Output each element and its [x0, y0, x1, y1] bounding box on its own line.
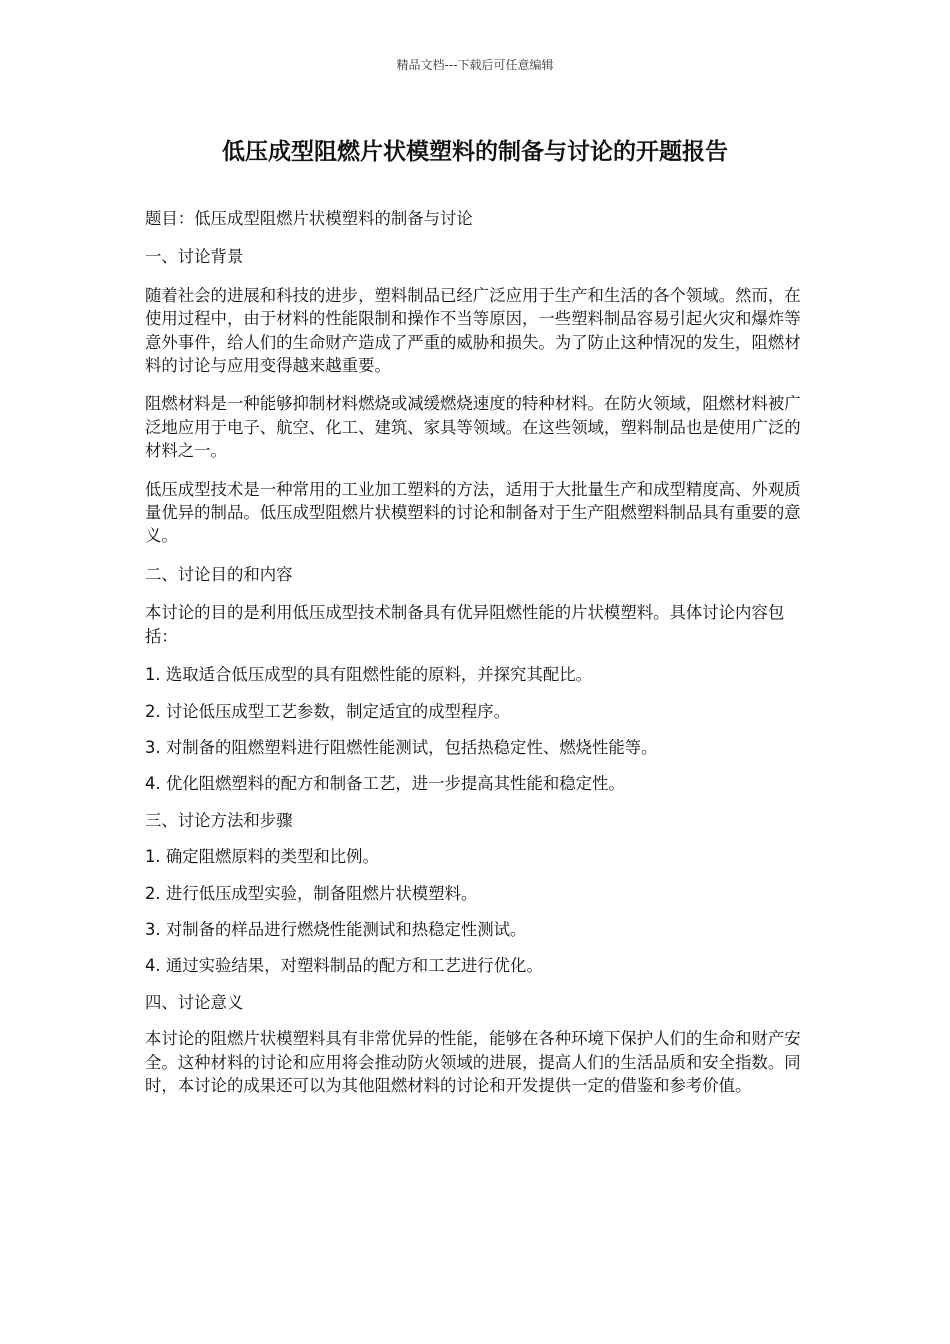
list-item: 1. 确定阻燃原料的类型和比例。 [145, 847, 379, 867]
document-body [145, 207, 805, 1112]
paragraph: 阻燃材料是一种能够抑制材料燃烧或减缓燃烧速度的特种材料。在防火领域，阻燃材料被广泛地应用于电子、航空、化工、建筑、家具等领域。在这些领域，塑料制品也是使用广泛的材料之一。 [145, 394, 801, 461]
header-note: 精品文档---下载后可任意编辑 [396, 58, 554, 72]
topic-line: 题目：低压成型阻燃片状模塑料的制备与讨论 [145, 209, 473, 228]
list-item: 2. 进行低压成型实验，制备阻燃片状模塑料。 [145, 883, 478, 903]
list-item: 3. 对制备的样品进行燃烧性能测试和热稳定性测试。 [145, 919, 527, 939]
list-item: 2. 讨论低压成型工艺参数，制定适宜的成型程序。 [145, 701, 511, 721]
paragraph: 随着社会的进展和科技的进步，塑料制品已经广泛应用于生产和生活的各个领域。然而，在使用过程中，由于材料的性能限制和操作不当等原因，一些塑料制品容易引起火灾和爆炸等意外事件，给人们的生命财产造成了严重的威胁和损失。为了防止这种情况的发生，阻燃材料的讨论与应用变得越来越重要。 [145, 285, 801, 376]
paragraph: 本讨论的阻燃片状模塑料具有非常优异的性能，能够在各种环境下保护人们的生命和财产安全。这种材料的讨论和应用将会推动防火领域的进展，提高人们的生活品质和安全指数。同时，本讨论的成果还可以为其他阻燃材料的讨论和开发提供一定的借鉴和参考价值。 [145, 1029, 801, 1095]
document-title: 低压成型阻燃片状模塑料的制备与讨论的开题报告 [222, 139, 728, 165]
list-item: 3. 对制备的阻燃塑料进行阻燃性能测试，包括热稳定性、燃烧性能等。 [145, 737, 658, 757]
list-item: 1. 选取适合低压成型的具有阻燃性能的原料，并探究其配比。 [145, 665, 593, 685]
paragraph: 本讨论的目的是利用低压成型技术制备具有优异阻燃性能的片状模塑料。具体讨论内容包括： [145, 603, 785, 646]
section-heading-methods: 三、讨论方法和步骤 [145, 810, 293, 830]
section-heading-significance: 四、讨论意义 [145, 992, 244, 1012]
section-heading-purpose: 二、讨论目的和内容 [145, 564, 293, 584]
list-item: 4. 优化阻燃塑料的配方和制备工艺，进一步提高其性能和稳定性。 [145, 774, 625, 794]
list-item: 4. 通过实验结果，对塑料制品的配方和工艺进行优化。 [145, 956, 543, 976]
section-heading-background: 一、讨论背景 [145, 247, 244, 267]
paragraph: 低压成型技术是一种常用的工业加工塑料的方法，适用于大批量生产和成型精度高、外观质量优异的制品。低压成型阻燃片状模塑料的讨论和制备对于生产阻燃塑料制品具有重要的意义。 [145, 479, 801, 546]
